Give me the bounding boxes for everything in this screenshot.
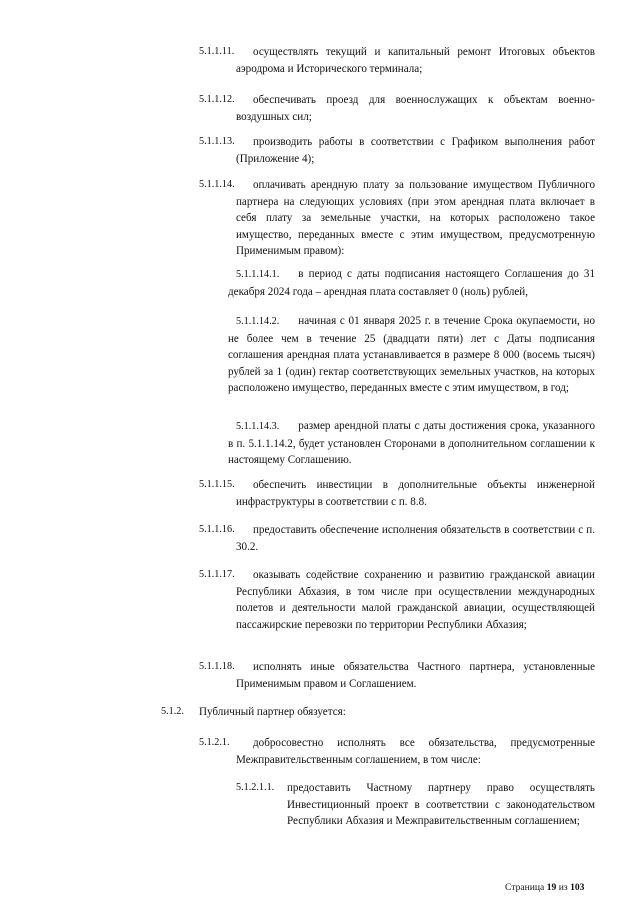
clause-text: оплачивать арендную плату за пользование имуществом Публичного партнера на следующих условиях (при этом арендная плата включает в себя плату за земельные участки, на которых расположено такое имущество, переданных вместе с этим имуществом, предусмотренную Применимым правом): (236, 179, 595, 258)
clause-text: предоставить обеспечение исполнения обязательств в соответствии с п. 30.2. (236, 524, 595, 553)
footer-prefix: Страница (505, 882, 545, 893)
clause-number: 5.1.1.18. (199, 661, 235, 672)
clause-text: обеспечивать проезд для военнослужащих к объектам военно-воздушных сил; (236, 94, 595, 123)
clause-text: оказывать содействие сохранению и развитию гражданской авиации Республики Абхазия, в том числе при осуществлении международных полетов и деятельности малой гражданской авиации, осуществляющей пассажирские перевозки по территории Республики Абхазия; (236, 569, 595, 631)
clause-5-1-1-14-2 (228, 313, 595, 397)
clause-number: 5.1.2.1. (199, 737, 230, 748)
clause-number: 5.1.1.15. (199, 479, 235, 490)
clause-number: 5.1.1.13. (199, 136, 235, 147)
clause-text: начиная с 01 января 2025 г. в течение Срока окупаемости, но не более чем в течение 25 (двадцати пяти) лет с Даты подписания соглашения арендная плата устанавливается в размере 8 000 (восемь тысяч) рублей за 1 (один) гектар соответствующих земельных участков, на которых расположено имущество, переданных вместе с этим имуществом, в год; (228, 315, 595, 395)
clause-5-1-1-14 (199, 177, 595, 260)
clause-number: 5.1.1.14.3. (236, 421, 280, 432)
clause-text: размер арендной платы с даты достижения срока, указанного в п. 5.1.1.14.2, будет установлен Сторонами в дополнительном соглашении к настоящему Соглашению. (228, 420, 595, 467)
clause-5-1-1-11 (199, 44, 595, 77)
clause-number: 5.1.1.14.2. (236, 316, 280, 327)
clause-5-1-1-13 (199, 134, 595, 167)
footer-separator: из (558, 882, 568, 893)
clause-5-1-1-17 (199, 567, 595, 633)
clause-text-block (228, 418, 595, 469)
clause-text: производить работы в соответствии с Графиком выполнения работ (Приложение 4); (236, 136, 595, 165)
clause-5-1-1-14-1 (228, 266, 595, 300)
clause-number: 5.1.2. (161, 706, 184, 717)
clause-number: 5.1.1.16. (199, 524, 235, 535)
clause-number: 5.1.1.11. (199, 46, 235, 57)
clause-number: 5.1.1.14. (199, 179, 235, 190)
clause-number: 5.1.1.14.1. (236, 269, 280, 280)
clause-text: предоставить Частному партнеру право осуществлять Инвестиционный проект в соответствии с законодательством Республики Абхазия и Межправительственным соглашением; (287, 782, 595, 828)
clause-number: 5.1.1.17. (199, 569, 235, 580)
clause-text: исполнять иные обязательства Частного партнера, установленные Применимым правом и Соглашением. (236, 661, 595, 690)
page-footer (505, 882, 584, 893)
clause-number: 5.1.1.12. (199, 94, 235, 105)
clause-text: обеспечить инвестиции в дополнительные объекты инженерной инфраструктуры в соответствии с п. 8.8. (236, 479, 595, 508)
clause-5-1-1-18 (199, 659, 595, 692)
clause-number: 5.1.2.1.1. (236, 782, 275, 793)
clause-5-1-2-1-1 (236, 780, 595, 830)
clause-text-block (228, 266, 595, 300)
clause-5-1-1-16 (199, 522, 595, 555)
clause-5-1-1-12 (199, 92, 595, 125)
clause-text-block (228, 313, 595, 397)
clause-text: в период с даты подписания настоящего Соглашения до 31 декабря 2024 года – арендная плата составляет 0 (ноль) рублей, (228, 268, 595, 298)
footer-total-pages: 103 (570, 882, 585, 893)
clause-text: добросовестно исполнять все обязательства, предусмотренные Межправительственным соглашением, в том числе: (236, 737, 595, 766)
clause-5-1-2-1 (199, 735, 595, 768)
clause-text: Публичный партнер обязуется: (199, 706, 346, 718)
clause-5-1-2 (161, 704, 595, 721)
clause-5-1-1-14-3 (228, 418, 595, 469)
clause-text: осуществлять текущий и капитальный ремонт Итоговых объектов аэродрома и Исторического терминала; (236, 46, 595, 75)
clause-5-1-1-15 (199, 477, 595, 510)
footer-page-number: 19 (546, 882, 557, 893)
